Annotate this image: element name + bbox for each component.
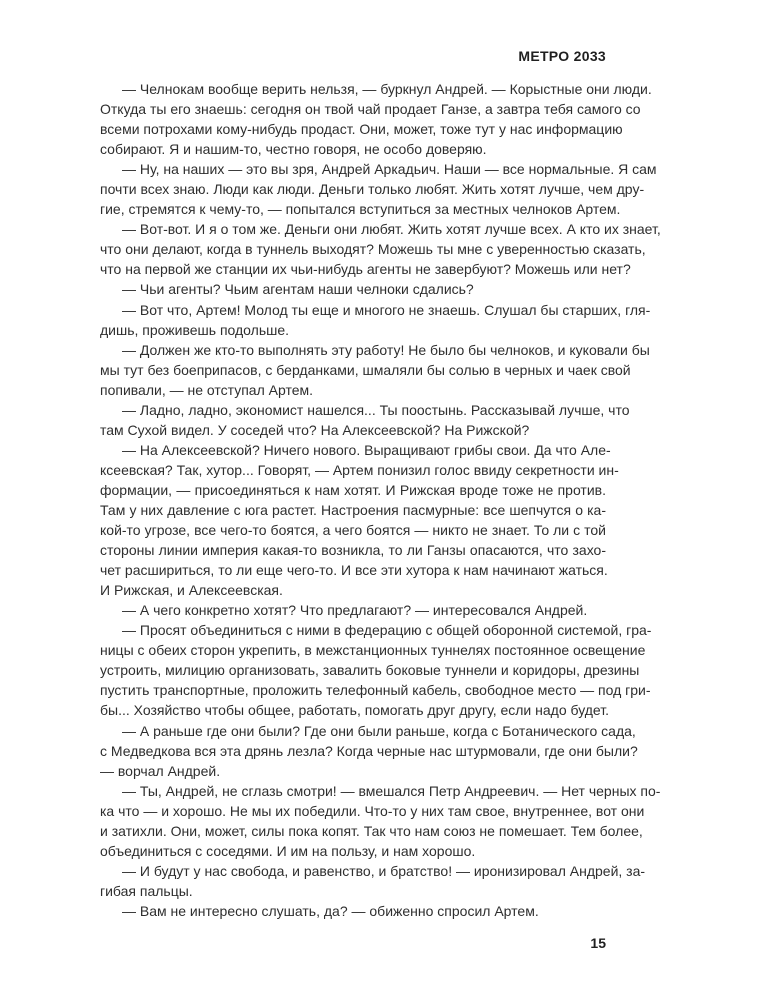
text-line: ксеевская? Так, хутор... Говорят, — Артем понизил голос ввиду секретности ин- <box>100 461 619 478</box>
text-line: — Ну, на наших — это вы зря, Андрей Аркадьич. Наши — все нормальные. Я сам <box>122 161 657 178</box>
text-line: — Чьи агенты? Чьим агентам наши челноки сдались? <box>122 281 474 298</box>
body-text <box>100 79 661 921</box>
text-line: гие, стремятся к чему-то, — попытался вступиться за местных челноков Артем. <box>100 201 621 218</box>
text-line: и затихли. Они, может, силы пока копят. Так что нам союз не помешает. Тем более, <box>100 822 643 839</box>
text-line: всеми потрохами кому-нибудь продаст. Они, может, тоже тут у нас информацию <box>100 121 623 138</box>
text-line: — Просят объединиться с ними в федерацию с общей оборонной системой, гра- <box>122 622 652 639</box>
text-line: — Вот что, Артем! Молод ты еще и многого не знаешь. Слушал бы старших, гля- <box>122 301 651 318</box>
text-line: гибая пальцы. <box>100 882 193 899</box>
text-line: кой-то угрозе, все чего-то боятся, а чего боятся — никто не знает. То ли с той <box>100 522 606 539</box>
paragraph <box>100 901 606 921</box>
paragraph <box>100 279 606 299</box>
text-line: — А чего конкретно хотят? Что предлагают? — интересовался Андрей. <box>122 602 588 619</box>
text-line: — Ты, Андрей, не сглазь смотри! — вмешался Петр Андреевич. — Нет черных по- <box>122 782 661 799</box>
text-line: Там у них давление с юга растет. Настроения пасмурные: все шепчутся о ка- <box>100 501 606 518</box>
text-line: — Должен же кто-то выполнять эту работу! Не было бы челноков, и куковали бы <box>122 341 650 358</box>
text-line: — Вот-вот. И я о том же. Деньги они любят. Жить хотят лучше всех. А кто их знает, <box>122 221 661 238</box>
text-line: с Медведкова вся эта дрянь лезла? Когда черные нас штурмовали, где они были? <box>100 742 638 759</box>
running-title: МЕТРО 2033 <box>518 48 606 64</box>
text-line: Откуда ты его знаешь: сегодня он твой чай продает Ганзе, а завтра тебя самого со <box>100 101 641 118</box>
text-line: почти всех знаю. Люди как люди. Деньги только любят. Жить хотят лучше, чем дру- <box>100 181 645 198</box>
paragraph <box>100 159 657 219</box>
paragraph <box>100 79 652 159</box>
paragraph <box>100 861 646 901</box>
text-line: формации, — присоединяться к нам хотят. И Рижская вроде тоже не против. <box>100 481 606 498</box>
paragraph <box>100 781 661 861</box>
page-number: 15 <box>590 935 606 951</box>
text-line: — Ладно, ладно, экономист нашелся... Ты поостынь. Рассказывай лучше, что <box>122 401 630 418</box>
text-line: — А раньше где они были? Где они были раньше, когда с Ботанического сада, <box>122 722 636 739</box>
text-line: что на первой же станции их чьи-нибудь агенты не завербуют? Можешь или нет? <box>100 261 631 278</box>
paragraph <box>100 600 606 620</box>
text-line: — И будут у нас свобода, и равенство, и братство! — иронизировал Андрей, за- <box>122 862 646 879</box>
text-line: что они делают, когда в туннель выходят? Можешь ты мне с уверенностью сказать, <box>100 241 646 258</box>
text-line: собирают. Я и нашим-то, честно говоря, не особо доверяю. <box>100 141 487 158</box>
text-line: стороны линии империя какая-то возникла, то ли Ганзы опасаются, что захо- <box>100 542 606 559</box>
text-line: пустить транспортные, проложить телефонный кабель, свободное место — под гри- <box>100 682 651 699</box>
paragraph <box>100 400 630 440</box>
text-line: попивали, — не отступал Артем. <box>100 381 314 398</box>
paragraph <box>100 300 651 340</box>
text-line: И Рижская, и Алексеевская. <box>100 582 283 599</box>
text-line: — ворчал Андрей. <box>100 762 221 779</box>
text-line: — Вам не интересно слушать, да? — обиженно спросил Артем. <box>122 902 539 919</box>
text-line: — Челнокам вообще верить нельзя, — буркнул Андрей. — Корыстные они люди. <box>122 81 652 97</box>
paragraph <box>100 440 619 600</box>
paragraph <box>100 620 652 720</box>
text-line: ницы с обеих сторон укрепить, в межстанционных туннелях постоянное освещение <box>100 642 646 659</box>
text-line: ка что — и хорошо. Не мы их победили. Что-то у них там свое, внутреннее, вот они <box>100 802 645 819</box>
text-line: дишь, проживешь подольше. <box>100 321 290 338</box>
text-line: чет расшириться, то ли еще чего-то. И все эти хутора к нам начинают жаться. <box>100 562 608 579</box>
text-line: — На Алексеевской? Ничего нового. Выращивают грибы свои. Да что Але- <box>122 441 611 458</box>
text-line: мы тут без боеприпасов, с берданками, шмаляли бы солью в черных и чаек свой <box>100 361 631 378</box>
text-line: объединиться с соседями. И им на пользу, и нам хорошо. <box>100 842 476 859</box>
text-line: там Сухой видел. У соседей что? На Алексеевской? На Рижской? <box>100 421 530 438</box>
paragraph <box>100 340 650 400</box>
text-line: устроить, милицию организовать, завалить боковые туннели и коридоры, дрезины <box>100 662 640 679</box>
paragraph <box>100 219 661 279</box>
text-line: бы... Хозяйство чтобы общее, работать, помогать друг другу, если надо будет. <box>100 702 609 719</box>
paragraph <box>100 721 638 781</box>
